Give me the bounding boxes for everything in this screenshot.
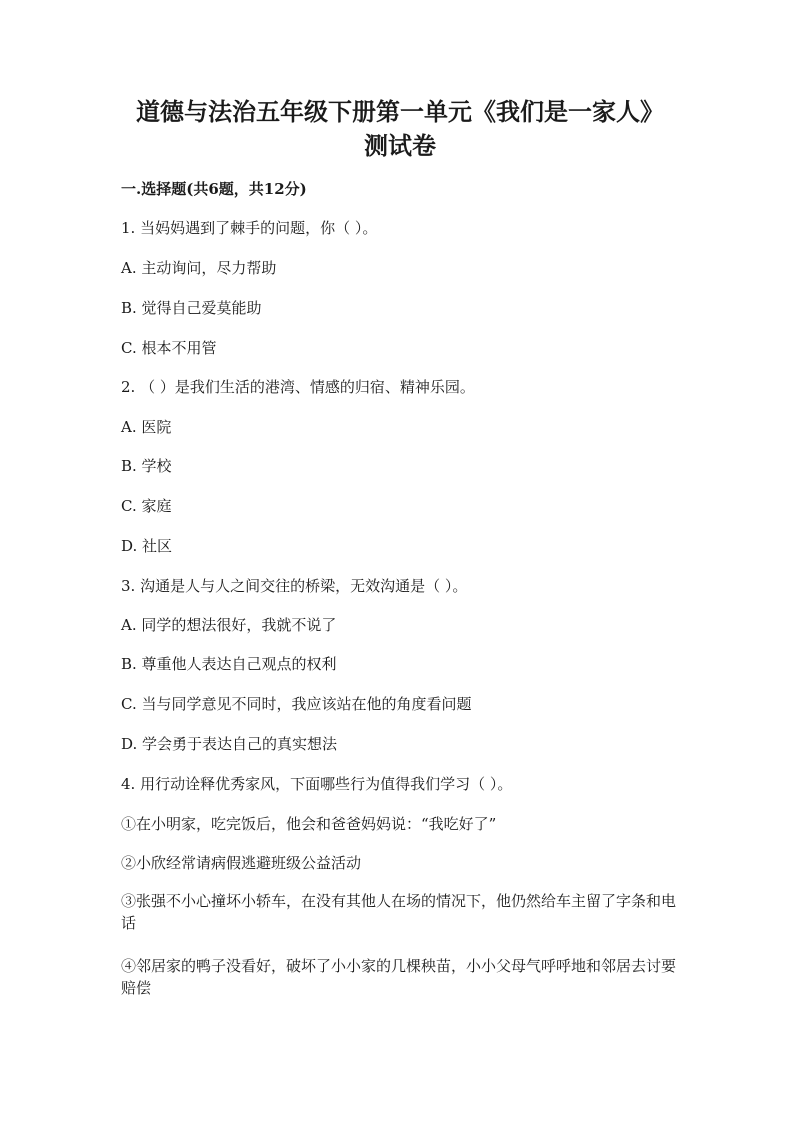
question-2-option-a: A. 医院 xyxy=(121,418,172,436)
question-2-option-b: B. 学校 xyxy=(121,457,172,475)
question-2-stem: 2. （ ）是我们生活的港湾、情感的归宿、精神乐园。 xyxy=(121,378,475,396)
question-3-option-a: A. 同学的想法很好，我就不说了 xyxy=(121,616,337,634)
question-4-stem: 4. 用行动诠释优秀家风，下面哪些行为值得我们学习（ ）。 xyxy=(121,775,513,793)
question-2-option-c: C. 家庭 xyxy=(121,497,172,515)
question-1-option-c: C. 根本不用管 xyxy=(121,339,217,357)
question-2-option-d: D. 社区 xyxy=(121,537,173,555)
question-4-item-1: ①在小明家，吃完饭后，他会和爸爸妈妈说：“我吃好了” xyxy=(121,815,497,833)
question-3-option-c: C. 当与同学意见不同时，我应该站在他的角度看问题 xyxy=(121,695,472,713)
question-3-option-d: D. 学会勇于表达自己的真实想法 xyxy=(121,735,338,753)
page-subtitle: 测试卷 xyxy=(364,131,436,160)
question-3-stem: 3. 沟通是人与人之间交往的桥梁，无效沟通是（ ）。 xyxy=(121,577,468,595)
section-heading: 一.选择题(共6题，共12分) xyxy=(121,180,307,198)
page-title: 道德与法治五年级下册第一单元《我们是一家人》 xyxy=(136,97,664,126)
question-4-item-2: ②小欣经常请病假逃避班级公益活动 xyxy=(121,854,362,872)
question-4-item-3: ③张强不小心撞坏小轿车，在没有其他人在场的情况下，他仍然给车主留了字条和电话 xyxy=(121,892,677,932)
question-4-item-4: ④邻居家的鸭子没看好，破坏了小小家的几棵秧苗，小小父母气呼呼地和邻居去讨要赔偿 xyxy=(121,957,677,997)
question-1-option-b: B. 觉得自己爱莫能助 xyxy=(121,299,262,317)
question-1-option-a: A. 主动询问，尽力帮助 xyxy=(121,259,277,277)
question-1-stem: 1. 当妈妈遇到了棘手的问题，你（ ）。 xyxy=(121,219,378,237)
question-3-option-b: B. 尊重他人表达自己观点的权利 xyxy=(121,655,337,673)
